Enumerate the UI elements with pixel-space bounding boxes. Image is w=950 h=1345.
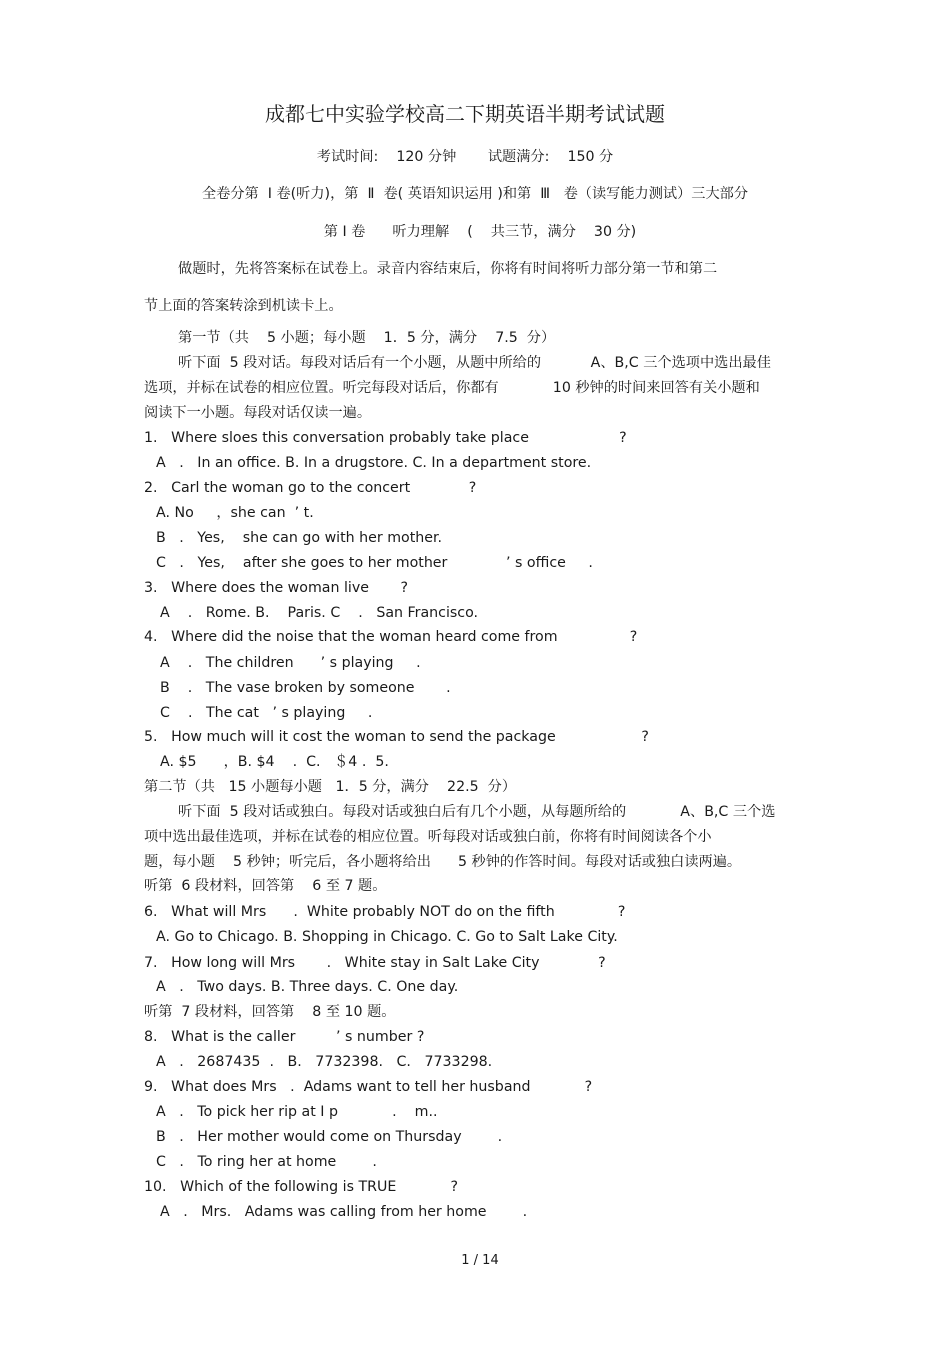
answer-option: B . The vase broken by someone . xyxy=(160,680,451,696)
answer-option: A . To pick her rip at I p . m.. xyxy=(156,1104,438,1120)
exam-info: 考试时间: 120 分钟 试题满分: 150 分 xyxy=(316,149,614,165)
paper-parts: 全卷分第 Ⅰ 卷(听力)，第 Ⅱ 卷( 英语知识运用 )和第 Ⅲ 卷（读写能力测试）三大部分 xyxy=(201,186,749,202)
answer-option: C . The cat ’ s playing . xyxy=(160,705,373,721)
instruction-line: 选项，并标在试卷的相应位置。听完每段对话后，你都有 10 秒钟的时间来回答有关小题和 xyxy=(144,380,760,396)
answer-options: A . In an office. B. In a drugstore. C. In a department store. xyxy=(156,455,592,471)
question: 1. Where sloes this conversation probably take place ? xyxy=(144,430,627,446)
answer-option: A . Mrs. Adams was calling from her home . xyxy=(160,1204,528,1220)
answer-options: A . Two days. B. Three days. C. One day. xyxy=(156,979,459,995)
question: 3. Where does the woman live ? xyxy=(144,580,409,596)
answer-option: A . The children ’ s playing . xyxy=(160,655,421,671)
answer-option: C . Yes, after she goes to her mother ’ s office . xyxy=(156,555,593,571)
answer-option: B . Yes, she can go with her mother. xyxy=(156,530,443,546)
answer-option: B . Her mother would come on Thursday . xyxy=(156,1129,503,1145)
instruction-line: 节上面的答案转涂到机读卡上。 xyxy=(144,298,343,314)
question: 5. How much will it cost the woman to send the package ? xyxy=(144,729,649,745)
answer-options: A . Rome. B. Paris. C . San Francisco. xyxy=(160,605,479,621)
section-heading: 第 Ⅰ 卷 听力理解 ( 共三节，满分 30 分) xyxy=(323,224,637,240)
question: 10. Which of the following is TRUE ? xyxy=(144,1179,458,1195)
instruction-line: 阅读下一小题。每段对话仅读一遍。 xyxy=(144,405,372,421)
page-title: 成都七中实验学校高二下期英语半期考试试题 xyxy=(265,102,665,126)
material-note: 听第 6 段材料，回答第 6 至 7 题。 xyxy=(144,878,387,894)
part-heading: 第二节（共 15 小题每小题 1．5 分，满分 22.5 分） xyxy=(144,779,517,795)
question: 7. How long will Mrs . White stay in Salt Lake City ? xyxy=(144,955,606,971)
question: 6. What will Mrs . White probably NOT do on the fifth ? xyxy=(144,904,626,920)
question: 2. Carl the woman go to the concert ? xyxy=(144,480,477,496)
instruction-line: 听下面 5 段对话或独白。每段对话或独白后有几个小题，从每题所给的 A、B,C 三个选 xyxy=(178,804,776,820)
instruction-line: 听下面 5 段对话。每段对话后有一个小题，从题中所给的 A、B,C 三个选项中选出最佳 xyxy=(178,355,771,371)
instruction-line: 题，每小题 5 秒钟；听完后，各小题将给出 5 秒钟的作答时间。每段对话或独白读两遍。 xyxy=(144,854,742,870)
answer-options: A . 2687435 . B. 7732398. C. 7733298. xyxy=(156,1054,493,1070)
instruction-line: 做题时，先将答案标在试卷上。录音内容结束后，你将有时间将听力部分第一节和第二 xyxy=(178,261,718,277)
answer-options: A. $5 ，B. $4 . C. ＄4 . 5. xyxy=(160,754,389,770)
answer-options: A. Go to Chicago. B. Shopping in Chicago. C. Go to Salt Lake City. xyxy=(156,929,618,945)
instruction-line: 项中选出最佳选项，并标在试卷的相应位置。听每段对话或独白前，你将有时间阅读各个小 xyxy=(144,829,712,845)
question: 4. Where did the noise that the woman heard come from ? xyxy=(144,629,638,645)
question: 9. What does Mrs . Adams want to tell her husband ? xyxy=(144,1079,593,1095)
part-heading: 第一节（共 5 小题；每小题 1．5 分，满分 7.5 分） xyxy=(178,330,556,346)
answer-option: A. No ，she can ’ t. xyxy=(156,505,314,521)
material-note: 听第 7 段材料，回答第 8 至 10 题。 xyxy=(144,1004,396,1020)
page-number: 1 / 14 xyxy=(461,1253,499,1268)
question: 8. What is the caller ’ s number ? xyxy=(144,1029,425,1045)
answer-option: C . To ring her at home . xyxy=(156,1154,377,1170)
